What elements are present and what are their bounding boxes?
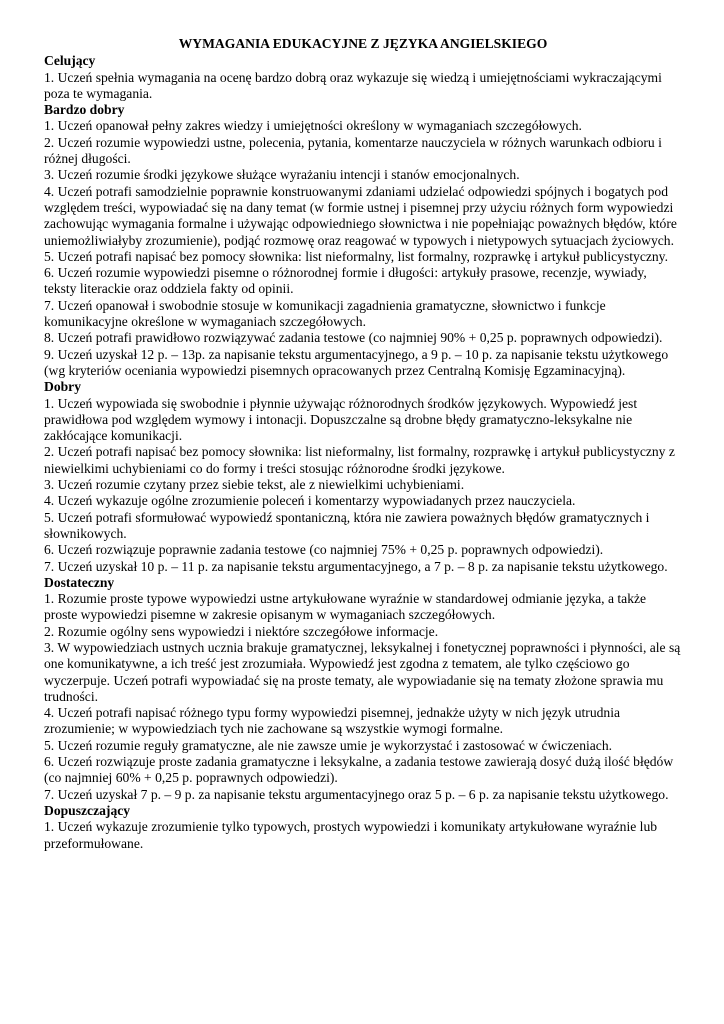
list-item: 7. Uczeń uzyskał 7 p. – 9 p. za napisanie tekstu argumentacyjnego oraz 5 p. – 6 p. za napisanie tekstu użytkowego. <box>44 786 669 802</box>
list-item: 1. Rozumie proste typowe wypowiedzi ustne artykułowane wyraźnie w standardowej odmianie języka, a także proste wypowiedzi pisemne w zakresie opisanym w wymaganiach szczegółowych. <box>44 591 647 623</box>
section-heading: Dopuszczający <box>44 802 131 818</box>
section-dostateczny <box>44 575 682 803</box>
list-item: 7. Uczeń opanował i swobodnie stosuje w komunikacji zagadnienia gramatyczne, słownictwo i funkcje komunikacyjne określone w wymaganiach szczegółowych. <box>44 297 606 330</box>
list-item: 1. Uczeń wykazuje zrozumienie tylko typowych, prostych wypowiedzi i komunikaty artykułowane wyraźnie lub przeformułowane. <box>44 819 658 851</box>
section-dobry <box>44 379 682 575</box>
list-item: 1. Uczeń wypowiada się swobodnie i płynnie używając różnorodnych środków językowych. Wypowiedź jest prawidłowa pod względem wymowy i intonacji. Dopuszczalne są drobne błędy gramatyczno-leksykalne nie zakłócające komunikacji. <box>44 395 638 444</box>
list-item: 4. Uczeń potrafi napisać różnego typu formy wypowiedzi pisemnej, jednakże użyty w nich język utrudnia zrozumienie; w wypowiedziach tych nie zachowane są wszystkie wymogi formalne. <box>44 705 621 737</box>
list-item: 9. Uczeń uzyskał 12 p. – 13p. za napisanie tekstu argumentacyjnego, a 9 p. – 10 p. za napisanie tekstu użytkowego (wg kryteriów oceniania wypowiedzi pisemnych opracowanych przez Centralną Komisję Egzaminacyjną). <box>44 346 669 378</box>
section-bardzo-dobry <box>44 102 682 379</box>
section-dopuszczajacy <box>44 803 682 852</box>
list-item: 3. W wypowiedziach ustnych ucznia brakuje gramatycznej, leksykalnej i fonetycznej poprawności i płynności, ale są one komunikatywne, a ich treść jest zrozumiała. Wypowiedź jest zgodna z tematem, ale tylko częściowo go wyczerpuje. Uczeń potrafi wypowiadać się na proste tematy, ale wypowiadanie się na tematy złożone sprawia mu trudności. <box>44 639 681 704</box>
list-item: 3. Uczeń rozumie czytany przez siebie tekst, ale z niewielkimi uchybieniami. <box>44 477 465 493</box>
section-heading: Dostateczny <box>44 574 115 590</box>
list-item: 2. Uczeń potrafi napisać bez pomocy słownika: list nieformalny, list formalny, rozprawkę i artykuł publicystyczny z niewielkimi uchybieniami co do formy i treści stosując różnorodne środki językowe. <box>44 444 675 476</box>
list-item: 7. Uczeń uzyskał 10 p. – 11 p. za napisanie tekstu argumentacyjnego, a 7 p. – 8 p. za napisanie tekstu użytkowego. <box>44 558 668 574</box>
list-item: 5. Uczeń rozumie reguły gramatyczne, ale nie zawsze umie je wykorzystać i zastosować w ćwiczeniach. <box>44 737 613 753</box>
section-heading: Dobry <box>44 379 82 395</box>
list-item: 1. Uczeń opanował pełny zakres wiedzy i umiejętności określony w wymaganiach szczegółowych. <box>44 118 582 134</box>
list-item: 5. Uczeń potrafi napisać bez pomocy słownika: list nieformalny, list formalny, rozprawkę i artykuł publicystyczny. <box>44 248 668 264</box>
document-title: WYMAGANIA EDUKACYJNE Z JĘZYKA ANGIELSKIEGO <box>178 36 548 51</box>
list-item: 4. Uczeń wykazuje ogólne zrozumienie poleceń i komentarzy wypowiadanych przez nauczyciela. <box>44 493 576 509</box>
list-item: 5. Uczeń potrafi sformułować wypowiedź spontaniczną, która nie zawiera poważnych błędów gramatycznych i słownikowych. <box>44 509 650 541</box>
list-item: 6. Uczeń rozwiązuje poprawnie zadania testowe (co najmniej 75% + 0,25 p. poprawnych odpowiedzi). <box>44 542 604 558</box>
list-item: 6. Uczeń rozwiązuje proste zadania gramatyczne i leksykalne, a zadania testowe zawierają dosyć dużą ilość błędów (co najmniej 60% + 0,25 p. poprawnych odpowiedzi). <box>44 754 674 786</box>
list-item: 3. Uczeń rozumie środki językowe służące wyrażaniu intencji i stanów emocjonalnych. <box>44 167 520 183</box>
list-item: 8. Uczeń potrafi prawidłowo rozwiązywać zadania testowe (co najmniej 90% + 0,25 p. poprawnych odpowiedzi). <box>44 330 663 346</box>
list-item: 2. Rozumie ogólny sens wypowiedzi i niektóre szczegółowe informacje. <box>44 623 439 639</box>
section-heading: Bardzo dobry <box>44 102 125 118</box>
list-item: 4. Uczeń potrafi samodzielnie poprawnie konstruowanymi zdaniami udzielać odpowiedzi spójnych i bogatych pod względem treści, wypowiadać się na dany temat (w formie ustnej i pisemnej przy użyciu różnych form wypowiedzi zachowując wymagania formalne i używając odpowiedniego słownictwa i nie popełniając poważnych błędów, które uniemożliwiałyby zrozumienie), podjąć rozmowę oraz reagować w typowych i nietypowych sytuacjach życiowych. <box>44 183 677 248</box>
list-item: 1. Uczeń spełnia wymagania na ocenę bardzo dobrą oraz wykazuje się wiedzą i umiejętnościami wykraczającymi poza te wymagania. <box>44 69 662 101</box>
list-item: 6. Uczeń rozumie wypowiedzi pisemne o różnorodnej formie i długości: artykuły prasowe, recenzje, wywiady, teksty literackie oraz oddziela fakty od opinii. <box>44 265 647 297</box>
section-celujacy <box>44 53 682 102</box>
section-heading: Celujący <box>44 53 96 69</box>
list-item: 2. Uczeń rozumie wypowiedzi ustne, polecenia, pytania, komentarze nauczyciela w różnych warunkach odbioru i różnej długości. <box>44 134 662 167</box>
